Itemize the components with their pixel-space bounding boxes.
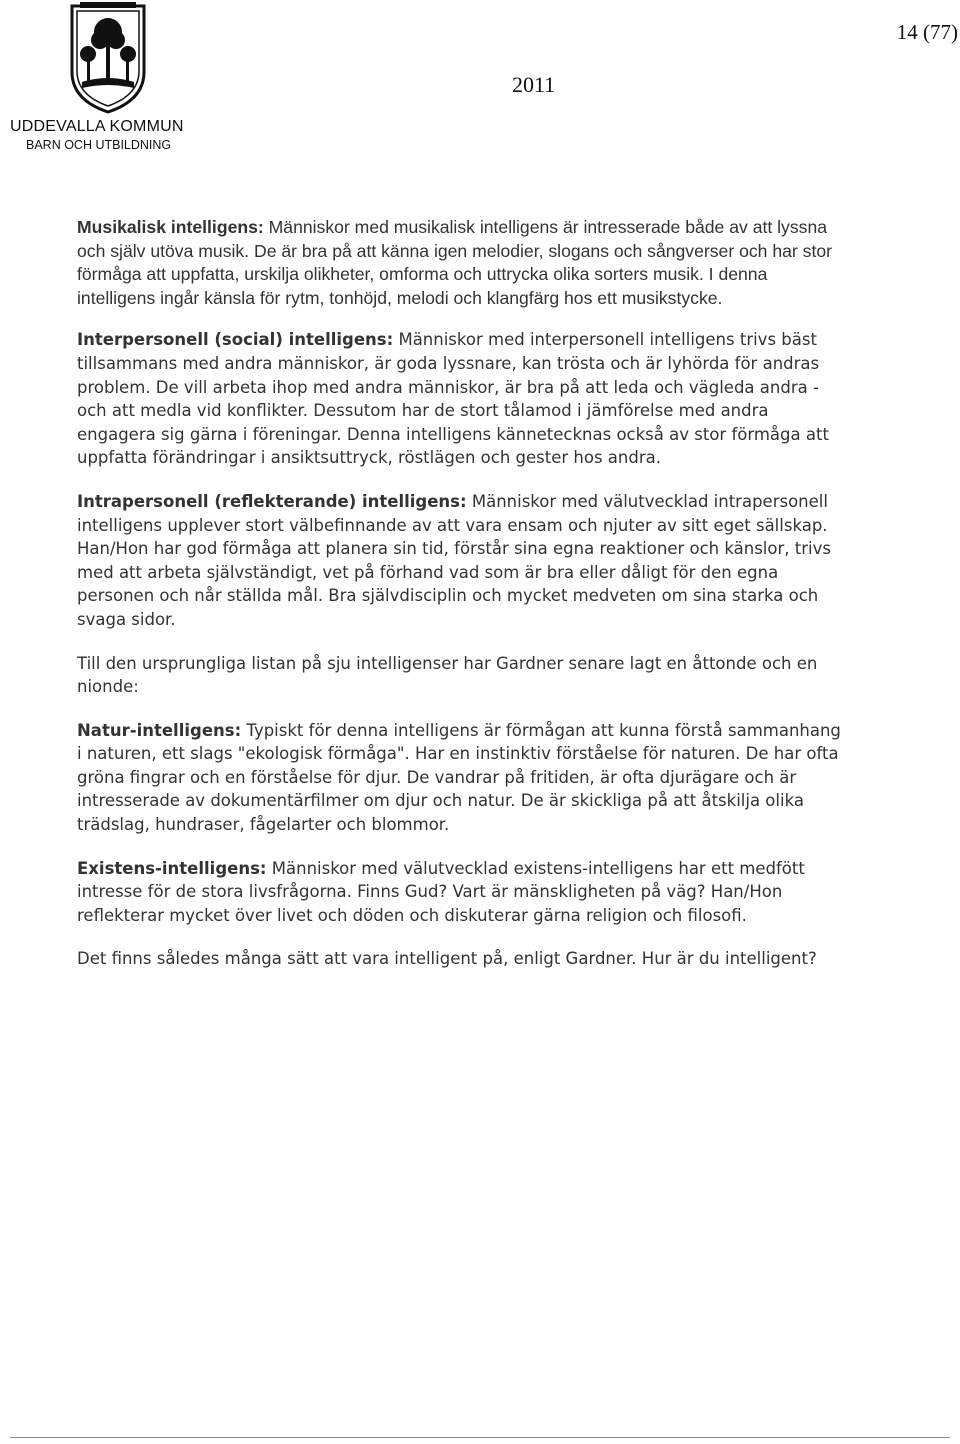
paragraph-existential [77,857,847,928]
paragraph-text: Det finns således många sätt att vara intelligent på, enligt Gardner. Hur är du intelligent? [77,949,817,969]
paragraph-text: Typiskt för denna intelligens är förmågan att kunna förstå sammanhang i naturen, ett slags "ekologisk förmåga". Har en instinktiv förståelse för naturen. De har ofta gröna fingrar och en förståelse för djur. De vandrar på fritiden, är ofta djurägare och är intresserade av dokumentärfilmer om djur och natur. De är skickliga på att åtskilja olika trädslag, hundraser, fågelarter och blommor. [77,720,841,835]
paragraph-conclusion [77,947,847,971]
paragraph-heading: Natur-intelligens: [77,720,242,740]
municipality-logo [8,2,208,152]
paragraph-heading: Existens-intelligens: [77,858,267,878]
paragraph-text: Människor med musikalisk intelligens är intresserade både av att lyssna och själv utöva musik. De är bra på att känna igen melodier, slogans och sångverser och har stor förmåga att uppfatta, urskilja olikheter, omforma och uttrycka olika sorters musik. I denna intelligens ingår känsla för rytm, tonhöjd, melodi och klangfärg hos ett musikstycke. [77,217,832,308]
paragraph-heading: Intrapersonell (reflekterande) intelligens: [77,491,467,511]
paragraph-intrapersonal [77,490,847,632]
document-body [77,216,847,991]
paragraph-text: Människor med välutvecklad existens-intelligens har ett medfött intresse för de stora livsfrågorna. Finns Gud? Vart är mänskligheten på väg? Han/Hon reflekterar mycket över livet och döden och diskuterar gärna religion och filosofi. [77,858,805,925]
org-name: UDDEVALLA KOMMUN [10,118,184,135]
paragraph-nature [77,719,847,837]
paragraph-musical [77,216,847,310]
page-number: 14 (77) [896,20,958,44]
paragraph-gardner-addition [77,652,847,699]
org-department: BARN OCH UTBILDNING [26,138,172,152]
coat-of-arms-tree-icon [68,2,148,114]
paragraph-interpersonal [77,328,847,470]
paragraph-heading: Musikalisk intelligens: [77,217,264,237]
paragraph-heading: Interpersonell (social) intelligens: [77,330,394,350]
paragraph-text: Människor med välutvecklad intrapersonell intelligens upplever stort välbefinnande av att vara ensam och njuter av sitt eget sällskap. Han/Hon har god förmåga att planera sin tid, förstår sina egna reaktioner och känslor, trivs med att arbeta självständigt, vet på förhand vad som är bra eller dåligt för den egna personen och når ställda mål. Bra självdisciplin och mycket medveten om sina starka och svaga sidor. [77,491,831,629]
footer-divider [10,1437,950,1438]
paragraph-text: Till den ursprungliga listan på sju intelligenser har Gardner senare lagt en åttonde och en nionde: [77,653,818,697]
document-year: 2011 [512,72,556,97]
paragraph-text: Människor med interpersonell intelligens trivs bäst tillsammans med andra människor, är goda lyssnare, kan trösta och är lyhörda för andras problem. De vill arbeta ihop med andra människor, är bra på att leda och vägleda andra - och att medla vid konflikter. Dessutom har de stort tålamod i jämförelse med andra engagera sig gärna i föreningar. Denna intelligens kännetecknas också av stor förmåga att uppfatta förändringar i ansiktsuttryck, röstlägen och gester hos andra. [77,330,829,468]
